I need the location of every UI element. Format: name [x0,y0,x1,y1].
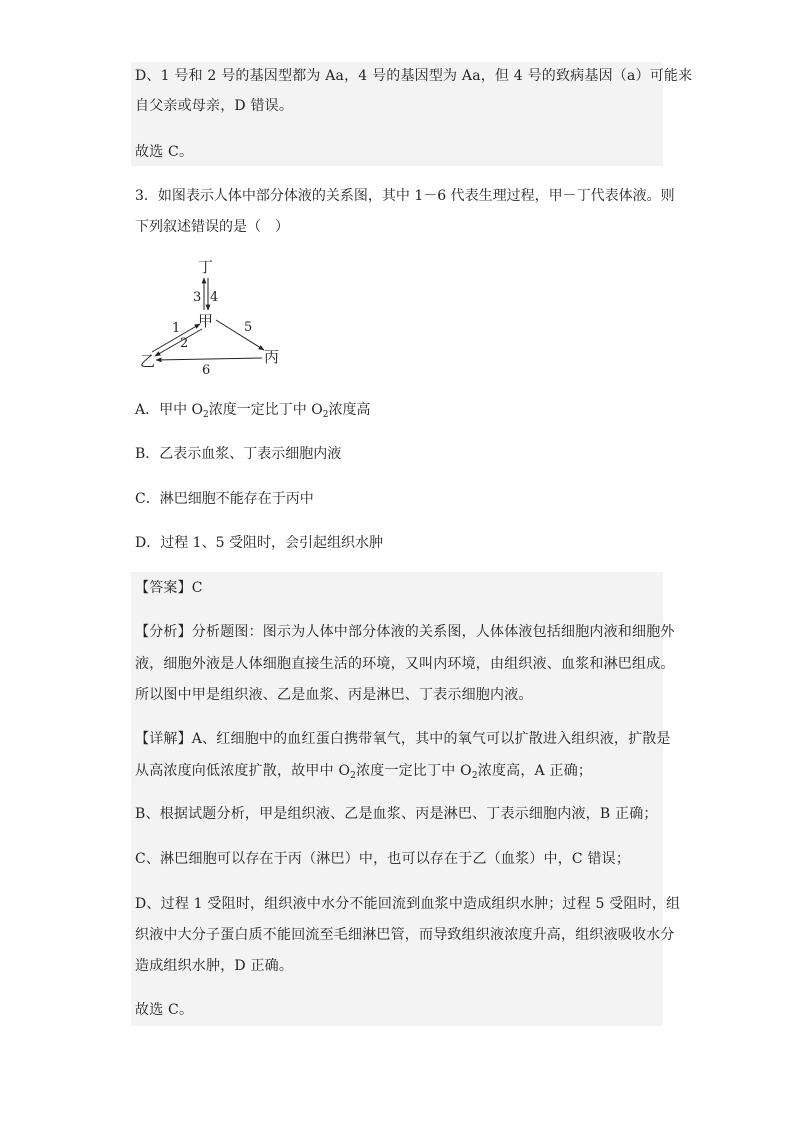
arrow-2-label: 2 [180,336,189,351]
answer-line: 【答案】C [135,580,203,596]
prev-choose-c: 故选 C。 [135,144,194,160]
detail-a-sub-2: 2 [471,771,478,781]
prev-option-d-line1: D、1 号和 2 号的基因型都为 Aa，4 号的基因型为 Aa，但 4 号的致病基因（a）可能来 [135,68,693,84]
arrow-5 [216,320,264,350]
analysis-line3: 所以图中甲是组织液、乙是血浆、丙是淋巴、丁表示细胞内液。 [135,687,533,703]
node-bing: 丙 [264,348,280,366]
option-c: C．淋巴细胞不能存在于丙中 [135,491,314,507]
node-ding: 丁 [198,258,214,276]
body-fluid-relationship-diagram [138,254,288,376]
question-stem-line2: 下列叙述错误的是（ ） [135,219,289,235]
analysis-line2: 液，细胞外液是人体细胞直接生活的环境，又叫内环境，由组织液、血浆和淋巴组成。 [135,656,675,672]
answer-block [131,572,681,1026]
analysis-line1: 【分析】分析题图：图示为人体中部分体液的关系图，人体体液包括细胞内液和细胞外 [135,624,675,640]
detail-choose-c: 故选 C。 [135,1002,194,1018]
detail-a-line2 [135,761,592,786]
arrow-5-label: 5 [244,320,253,335]
detail-d-line3: 造成组织水肿，D 正确。 [135,958,294,974]
arrow-3-label: 3 [193,290,202,305]
detail-a-text-1: 从高浓度向低浓度扩散，故甲中 O [135,763,351,779]
option-a-text-3: 浓度高 [328,402,371,418]
option-a-sub-2: 2 [322,410,329,420]
detail-d-line2: 织液中大分子蛋白质不能回流至毛细淋巴管，而导致组织液浓度升高，组织液吸收水分 [135,927,675,943]
prev-explanation-block [131,62,693,166]
arrow-1-label: 1 [172,321,181,336]
option-a-text-1: A．甲中 O [135,402,204,418]
node-jia: 甲 [198,312,214,330]
detail-a-sub-1: 2 [350,771,357,781]
arrow-4-label: 4 [210,290,219,305]
option-a [135,400,370,425]
arrow-6-label: 6 [202,363,211,376]
detail-c-line: C、淋巴细胞可以存在于丙（淋巴）中，也可以存在于乙（血浆）中，C 错误； [135,851,631,867]
detail-a-text-3: 浓度高，A 正确； [477,763,593,779]
arrow-6 [156,358,262,360]
detail-a-text-2: 浓度一定比丁中 O [356,763,472,779]
detail-a-line1: 【详解】A、红细胞中的血红蛋白携带氧气，其中的氧气可以扩散进入组织液，扩散是 [135,731,671,747]
question-stem-line1: 3．如图表示人体中部分体液的关系图，其中 1－6 代表生理过程，甲－丁代表体液。则 [135,188,675,204]
option-a-text-2: 浓度一定比丁中 O [208,402,323,418]
prev-option-d-line2: 自父亲或母亲，D 错误。 [135,98,294,114]
detail-b-line: B、根据试题分析，甲是组织液、乙是血浆、丙是淋巴、丁表示细胞内液，B 正确； [135,806,658,822]
option-a-sub-1: 2 [203,410,209,420]
node-yi: 乙 [140,352,156,370]
option-d: D．过程 1、5 受阻时，会引起组织水肿 [135,535,383,551]
option-b: B．乙表示血浆、丁表示细胞内液 [135,446,342,462]
detail-d-line1: D、过程 1 受阻时，组织液中水分不能回流到血浆中造成组织水肿；过程 5 受阻时，组 [135,896,681,912]
